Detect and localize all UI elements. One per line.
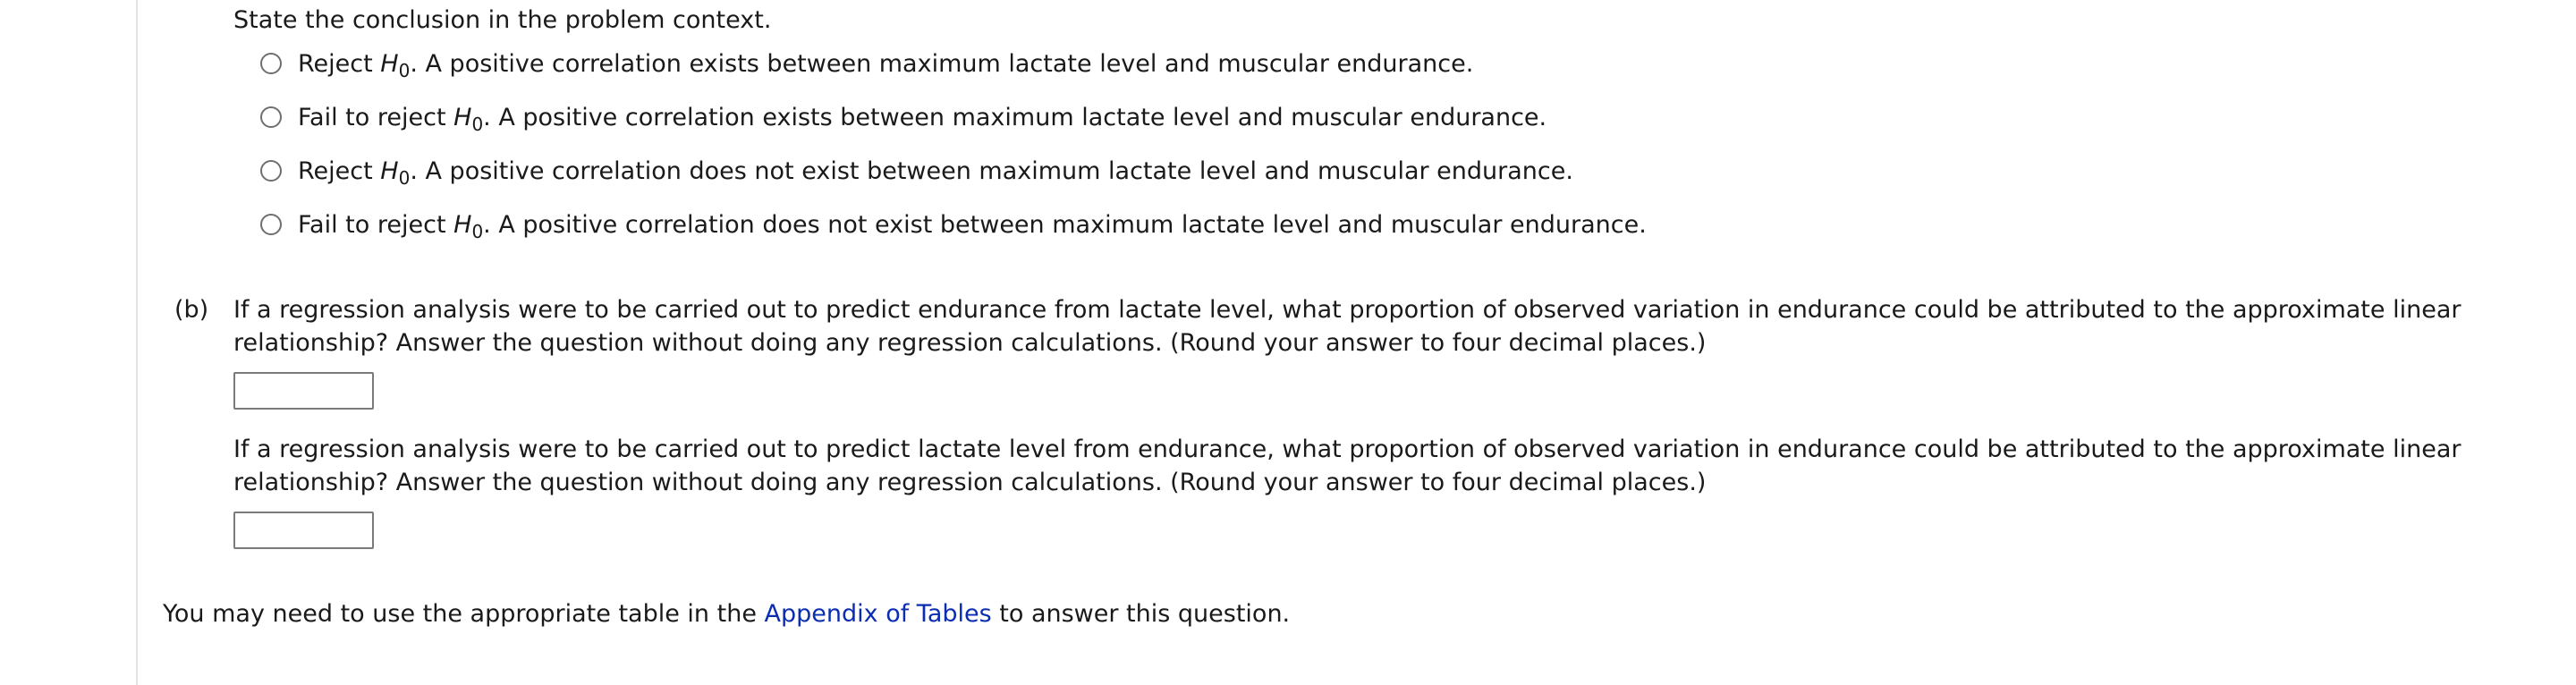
radio-button[interactable] (260, 106, 282, 128)
part-b-label: (b) (174, 296, 209, 324)
appendix-of-tables-link[interactable]: Appendix of Tables (764, 600, 992, 628)
option-reject-positive-exists[interactable] (260, 46, 1473, 81)
part-b-question2-line1: If a regression analysis were to be carried out to predict lactate level from endurance, what proportion of observed variation in endurance could be attributed to the approximate linear (233, 436, 2462, 463)
option-fail-reject-positive-not-exist[interactable] (260, 207, 1647, 242)
answer-input-2[interactable] (233, 512, 374, 549)
part-b-question1-line1: If a regression analysis were to be carried out to predict endurance from lactate level, what proportion of observed variation in endurance could be attributed to the approximate linear (233, 296, 2462, 324)
footer-text-after: to answer this question. (991, 600, 1291, 628)
option-label: Fail to reject $H_0$. A positive correlation exists between maximum lactate level and muscular endurance. (298, 103, 1547, 135)
radio-button[interactable] (260, 160, 282, 182)
footer-text-before: You may need to use the appropriate table in the (163, 600, 765, 628)
option-label: Reject $H_0$. A positive correlation exists between maximum lactate level and muscular endurance. (298, 49, 1474, 81)
answer-input-1[interactable] (233, 372, 374, 410)
radio-button[interactable] (260, 53, 282, 74)
part-b-question1-line2: relationship? Answer the question without doing any regression calculations. (Round your answer to four decimal places.) (233, 329, 1707, 357)
radio-button[interactable] (260, 214, 282, 235)
option-fail-reject-positive-exists[interactable] (260, 99, 1546, 135)
option-label: Reject $H_0$. A positive correlation does not exist between maximum lactate level and muscular endurance. (298, 156, 1573, 189)
part-b-question2-line2: relationship? Answer the question without doing any regression calculations. (Round your answer to four decimal places.) (233, 469, 1707, 496)
content-left-border (136, 0, 138, 685)
conclusion-prompt: State the conclusion in the problem context. (233, 6, 772, 34)
option-label: Fail to reject $H_0$. A positive correlation does not exist between maximum lactate level and muscular endurance. (298, 210, 1647, 242)
footer-note (163, 597, 1290, 630)
option-reject-positive-not-exist[interactable] (260, 153, 1573, 189)
